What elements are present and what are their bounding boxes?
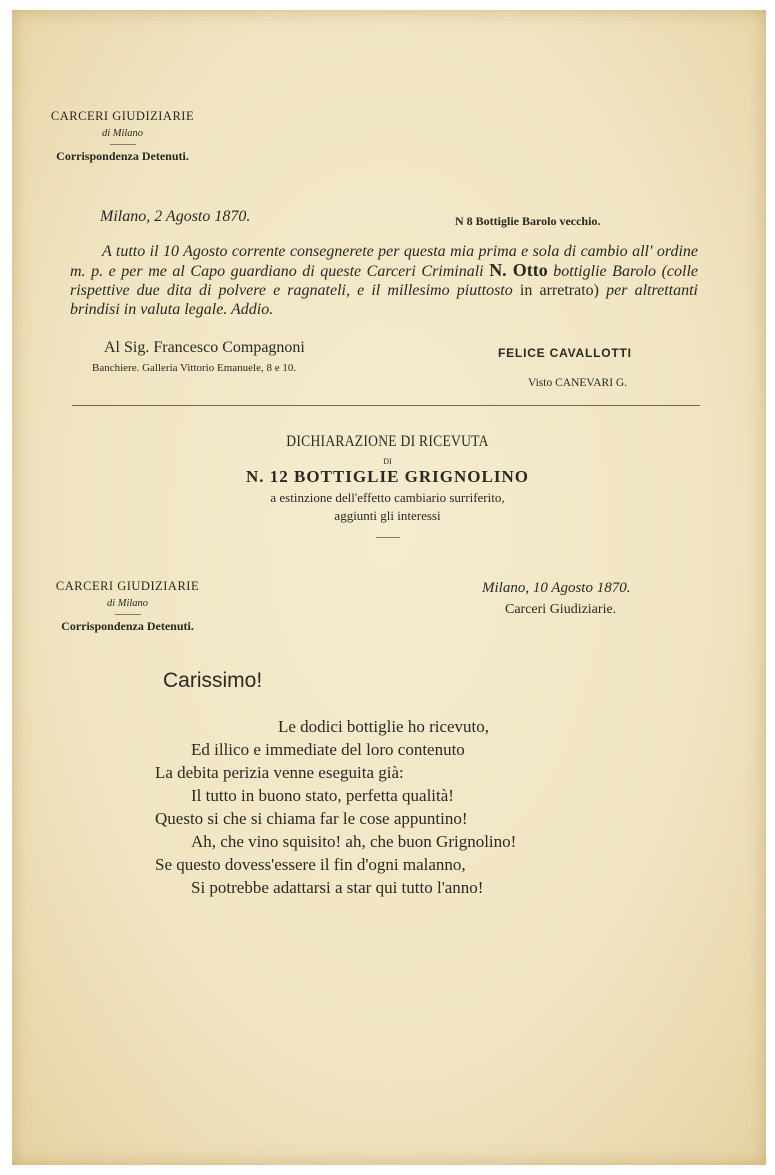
section-divider: [72, 405, 700, 406]
header-title: CARCERI GIUDIZIARIE: [50, 109, 195, 123]
body-text: A tutto il 10 Agosto corrente consegnerete per questa mia prima e sola di cambio all' ordine m. p. e per me al Capo guardiano di queste Carceri Criminali: [70, 243, 698, 280]
body-text: per altrettanti brindisi in valuta legale. Addio.: [70, 282, 698, 318]
reply-date: Milano, 10 Agosto 1870.: [482, 580, 631, 596]
receipt-subject: N. 12 BOTTIGLIE GRIGNOLINO: [246, 467, 529, 486]
header-city: di Milano: [106, 598, 149, 609]
body-text: in arretrato): [519, 282, 599, 299]
divider: [115, 614, 141, 615]
addressee: Al Sig. Francesco Compagnoni: [104, 339, 305, 356]
poem-line: Ah, che vino squisito! ah, che buon Grignolino!: [191, 832, 517, 851]
header-dept: Corrispondenza Detenuti.: [56, 149, 189, 163]
poem-line: Si potrebbe adattarsi a star qui tutto l'anno!: [191, 878, 484, 897]
receipt-title: DICHIARAZIONE DI RICEVUTA: [286, 433, 489, 450]
header-dept: Corrispondenza Detenuti.: [61, 619, 194, 633]
receipt-line1: a estinzione dell'effetto cambiario surriferito,: [270, 490, 505, 505]
poem-line: Questo si che si chiama far le cose appuntino!: [155, 809, 468, 828]
greeting: Carissimo!: [163, 669, 263, 692]
header-top: [40, 108, 205, 165]
header-city: di Milano: [101, 128, 144, 139]
poem-line: La debita perizia venne eseguita già:: [155, 763, 404, 782]
divider: [376, 537, 400, 538]
receipt-line2: aggiunti gli interessi: [334, 508, 441, 523]
poem-line: Il tutto in buono stato, perfetta qualità!: [191, 786, 454, 805]
receipt-section: [0, 433, 775, 538]
header-bottom: [45, 578, 210, 635]
poem-line: Se questo dovess'essere il fin d'ogni malanno,: [155, 855, 466, 874]
addressee-detail: Banchiere. Galleria Vittorio Emanuele, 8 e 10.: [92, 362, 297, 374]
poem-line: Le dodici bottiglie ho ricevuto,: [278, 717, 490, 736]
receipt-di: DI: [383, 457, 392, 466]
body-bold: N. Otto: [489, 260, 548, 280]
poem-line: Ed illico e immediate del loro contenuto: [191, 740, 465, 759]
letter-date: Milano, 2 Agosto 1870.: [100, 208, 251, 225]
body-text: bottiglie Barolo (colle rispettive due dita di polvere e ragnateli, e il millesimo piuttosto: [70, 263, 698, 299]
divider: [110, 144, 136, 145]
letter-body: [70, 242, 698, 319]
signature: FELICE CAVALLOTTI: [498, 346, 632, 360]
reply-place: Carceri Giudiziarie.: [505, 602, 617, 617]
visto: Visto CANEVARI G.: [528, 377, 628, 389]
header-title: CARCERI GIUDIZIARIE: [55, 579, 200, 593]
amount-note: N 8 Bottiglie Barolo vecchio.: [455, 214, 601, 228]
